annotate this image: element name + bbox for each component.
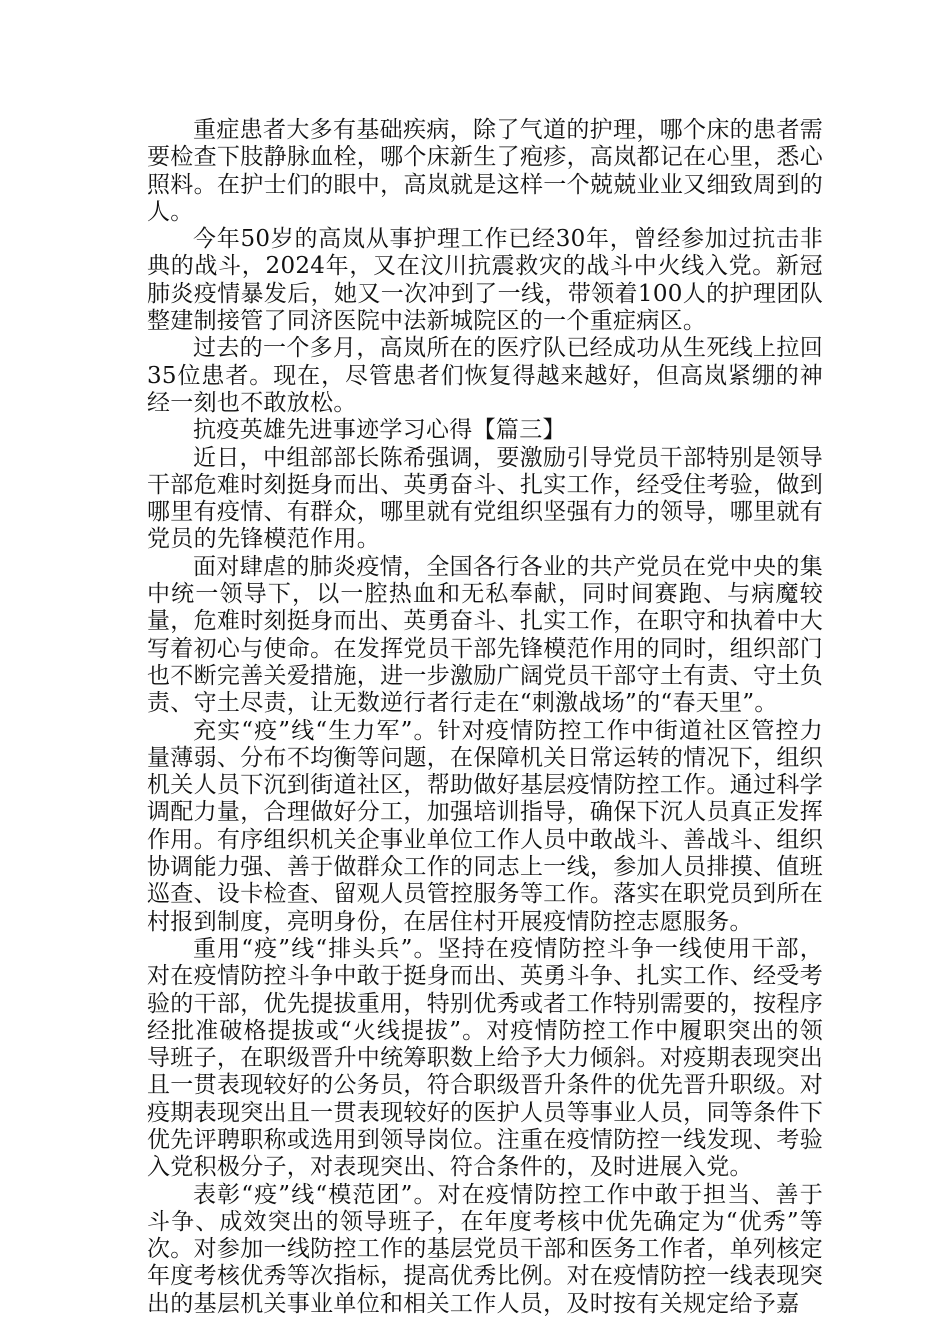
paragraph-medical-team: 过去的一个多月，高岚所在的医疗队已经成功从生死线上拉回35位患者。现在，尽管患者们恢复得越来越好，但高岚紧绷的神经一刻也不敢放松。 bbox=[147, 335, 823, 416]
document-page bbox=[147, 117, 823, 1318]
paragraph-new-force: 充实“疫”线“生力军”。针对疫情防控工作中街道社区管控力量薄弱、分布不均衡等问题，在保障机关日常运转的情况下，组织机关人员下沉到街道社区，帮助做好基层疫情防控工作。通过科学调配力量，合理做好分工，加强培训指导，确保下沉人员真正发挥作用。有序组织机关企事业单位工作人员中敢战斗、善战斗、组织协调能力强、善于做群众工作的同志上一线，参加人员排摸、值班巡查、设卡检查、留观人员管控服务等工作。落实在职党员到所在村报到制度，亮明身份，在居住村开展疫情防控志愿服务。 bbox=[147, 717, 823, 935]
paragraph-front-line-use: 重用“疫”线“排头兵”。坚持在疫情防控斗争一线使用干部，对在疫情防控斗争中敢于挺身而出、英勇斗争、扎实工作、经受考验的干部，优先提拔重用，特别优秀或者工作特别需要的，按程序经批准破格提拔或“火线提拔”。对疫情防控工作中履职突出的领导班子，在职级晋升中统筹职数上给予大力倾斜。对疫期表现突出且一贯表现较好的公务员，符合职级晋升条件的优先晋升职级。对疫期表现突出且一贯表现较好的医护人员等事业人员，同等条件下优先评聘职称或选用到领导岗位。注重在疫情防控一线发现、考验入党积极分子，对表现突出、符合条件的，及时进展入党。 bbox=[147, 935, 823, 1181]
section-heading: 抗疫英雄先进事迹学习心得【篇三】 bbox=[193, 417, 566, 444]
paragraph-chen-xi: 近日，中组部部长陈希强调，要激励引导党员干部特别是领导干部危难时刻挺身而出、英勇奋斗、扎实工作，经受住考验，做到哪里有疫情、有群众，哪里就有党组织坚强有力的领导，哪里就有党员的先锋模范作用。 bbox=[147, 444, 823, 553]
paragraph-commendation: 表彰“疫”线“模范团”。对在疫情防控工作中敢于担当、善于斗争、成效突出的领导班子，在年度考核中优先确定为“优秀”等次。对参加一线防控工作的基层党员干部和医务工作者，单列核定年度考核优秀等次指标，提高优秀比例。对在疫情防控一线表现突出的基层机关事业单位和相关工作人员，及时按有关规定给予嘉 bbox=[147, 1181, 823, 1317]
paragraph-gao-lan-career: 今年50岁的高岚从事护理工作已经30年，曾经参加过抗击非典的战斗，2024年，又在汶川抗震救灾的战斗中火线入党。新冠肺炎疫情暴发后，她又一次冲到了一线，带领着100人的护理团队整建制接管了同济医院中法新城院区的一个重症病区。 bbox=[147, 226, 823, 335]
paragraph-party-members: 面对肆虐的肺炎疫情，全国各行各业的共产党员在党中央的集中统一领导下，以一腔热血和无私奉献，同时间赛跑、与病魔较量，危难时刻挺身而出、英勇奋斗、扎实工作，在职守和执着中大写着初心与使命。在发挥党员干部先锋模范作用的同时，组织部门也不断完善关爱措施，进一步激励广阔党员干部守土有责、守土负责、守土尽责，让无数逆行者行走在“刺激战场”的“春天里”。 bbox=[147, 553, 823, 717]
paragraph-nurse-care: 重症患者大多有基础疾病，除了气道的护理，哪个床的患者需要检查下肢静脉血栓，哪个床新生了疱疹，高岚都记在心里，悉心照料。在护士们的眼中，高岚就是这样一个兢兢业业又细致周到的人。 bbox=[147, 117, 823, 225]
